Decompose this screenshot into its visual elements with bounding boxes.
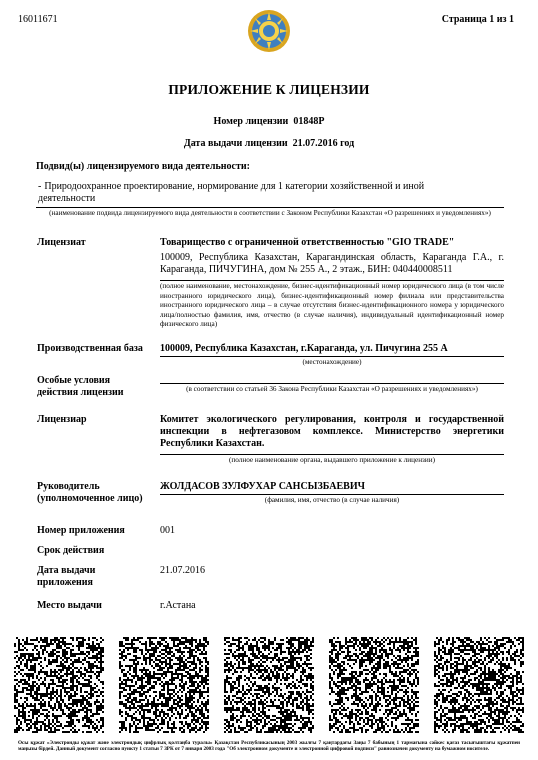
place-value: г.Астана bbox=[160, 600, 196, 611]
qr-code-row bbox=[14, 637, 524, 733]
head-value: ЖОЛДАСОВ ЗУЛФУХАР САНСЫЗБАЕВИЧ bbox=[160, 481, 365, 492]
appendix-number-value: 001 bbox=[160, 525, 175, 536]
qr-code-4 bbox=[329, 637, 419, 733]
activity-dash: - bbox=[38, 181, 42, 192]
qr-code-3 bbox=[224, 637, 314, 733]
special-conditions-label-line1: Особые условия bbox=[37, 375, 111, 386]
page-indicator: Страница 1 из 1 bbox=[441, 14, 514, 25]
qr-code-1 bbox=[14, 637, 104, 733]
head-note: (фамилия, имя, отчество (в случае наличия) bbox=[264, 496, 400, 504]
license-date: 21.07.2016 год bbox=[292, 138, 355, 149]
licensee-label: Лицензиат bbox=[37, 237, 86, 248]
special-conditions-rule bbox=[160, 383, 504, 384]
appendix-date-label-line2: приложения bbox=[37, 577, 93, 588]
qr-code-5 bbox=[434, 637, 524, 733]
head-rule bbox=[160, 494, 504, 495]
activity-note: (наименование подвида лицензируемого вида деятельности в соответствии с Законом Республики Казахстан «О разрешениях и уведомлениях») bbox=[49, 209, 491, 217]
appendix-date-label bbox=[37, 565, 95, 589]
licensee-name: Товарищество с ограниченной ответственностью "GIO TRADE" bbox=[160, 237, 455, 248]
license-number: 01848P bbox=[293, 116, 325, 127]
licensor-label: Лицензиар bbox=[37, 414, 87, 425]
license-number-line bbox=[0, 116, 538, 127]
place-label: Место выдачи bbox=[37, 600, 102, 611]
appendix-date-value: 21.07.2016 bbox=[160, 565, 205, 576]
license-date-line bbox=[0, 138, 538, 149]
production-base-note: (местонахождение) bbox=[302, 358, 362, 366]
appendix-number-label: Номер приложения bbox=[37, 525, 125, 536]
licensee-note: (полное наименование, местонахождение, бизнес-идентификационный номер юридического лица (в том числе иностранного юридического лица), бизнес-идентификационный номер филиала или представительства иностранного юридического лица – в случае отсутствия бизнес-идентификационного номера у юридического лица/полностью фамилия, имя, отчество (в случае наличия), индивидуальный идентификационный номер физического лица) bbox=[160, 282, 504, 329]
subtype-heading: Подвид(ы) лицензируемого вида деятельности: bbox=[36, 161, 250, 172]
licensee-rule bbox=[160, 280, 504, 281]
kazakhstan-emblem-icon bbox=[246, 8, 292, 54]
production-base-rule bbox=[160, 356, 504, 357]
license-date-label: Дата выдачи лицензии bbox=[183, 138, 288, 149]
appendix-date-label-line1: Дата выдачи bbox=[37, 565, 96, 576]
document-title: ПРИЛОЖЕНИЕ К ЛИЦЕНЗИИ bbox=[168, 82, 370, 97]
license-number-label: Номер лицензии bbox=[213, 116, 289, 127]
licensor-value: Комитет экологического регулирования, контроля и государственной инспекции в нефтегазовом комплексе. Министерство энергетики Республики Казахстан. bbox=[160, 414, 504, 449]
special-conditions-label bbox=[37, 375, 124, 399]
licensor-note: (полное наименование органа, выдавшего приложение к лицензии) bbox=[229, 456, 435, 464]
special-conditions-note: (в соответствии со статьей 36 Закона Республики Казахстан «О разрешениях и уведомлениях») bbox=[186, 385, 478, 393]
head-label bbox=[37, 481, 143, 505]
licensee-address: 100009, Республика Казахстан, Карагандинская область, Караганда Г.А., г. Караганда, ПИЧУГИНА, дом № 255 А., 2 этаж., БИН: 040440008511 bbox=[160, 252, 504, 275]
activity-rule bbox=[36, 207, 504, 208]
production-base-label: Производственная база bbox=[37, 343, 143, 354]
activity-text bbox=[38, 181, 478, 205]
special-conditions-label-line2: действия лицензии bbox=[37, 387, 124, 398]
head-label-line2: (уполномоченное лицо) bbox=[37, 493, 143, 504]
qr-code-2 bbox=[119, 637, 209, 733]
production-base-value: 100009, Республика Казахстан, г.Караганда, ул. Пичугина 255 А bbox=[160, 343, 448, 354]
activity-value: Природоохранное проектирование, нормирование для 1 категории хозяйственной и иной деятельности bbox=[38, 181, 425, 204]
validity-label: Срок действия bbox=[37, 545, 105, 556]
head-label-line1: Руководитель bbox=[37, 481, 100, 492]
licensor-rule bbox=[160, 454, 504, 455]
footer-legal-text: Осы құжат «Электронды құжат және электрондық цифрлық қолтаңба туралы» Қазақстан Республикасының 2003 жылғы 7 қаңтардағы Заңы 7 бабының 1 тармағына сәйкес қағаз тасығыштағы құжатпен маңызы бірдей. Данный документ согласно пункту 1 статьи 7 ЗРК от 7 января 2003 года "Об электронном документе и электронной цифровой подписи" равнозначен документу на бумажном носителе. bbox=[18, 740, 520, 753]
document-id: 16011671 bbox=[18, 14, 58, 25]
